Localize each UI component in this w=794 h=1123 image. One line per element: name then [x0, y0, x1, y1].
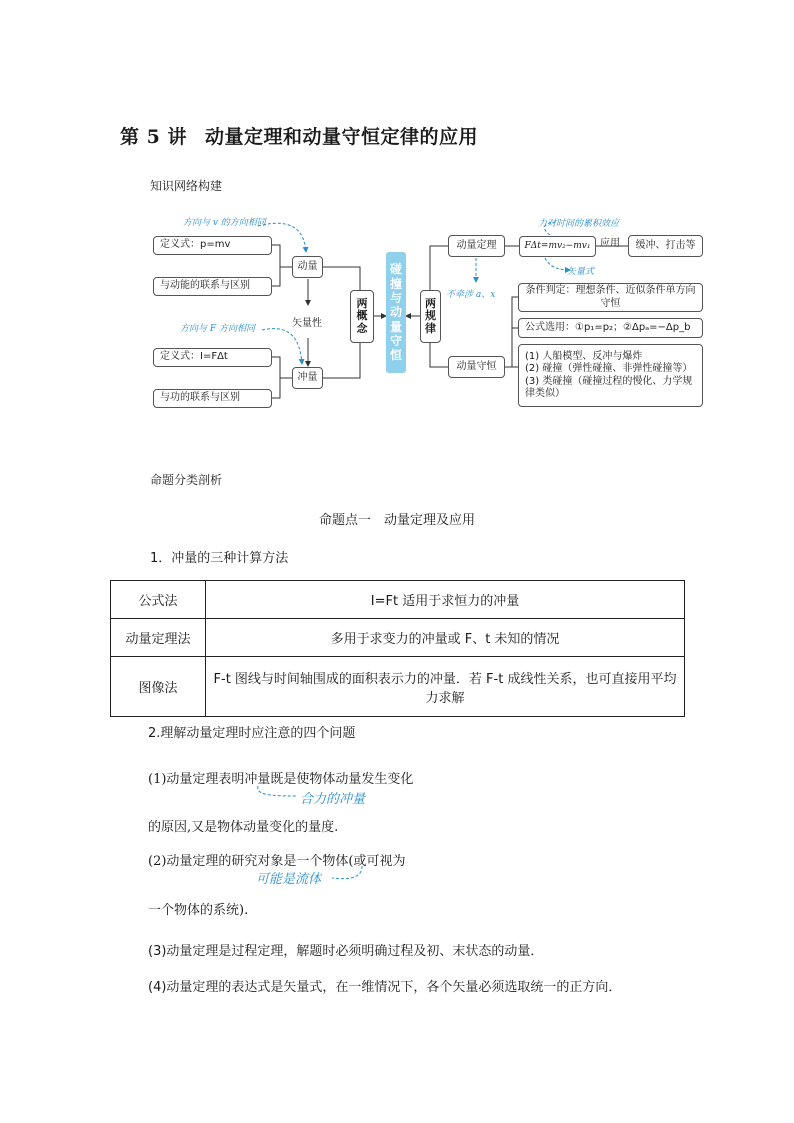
item-2-heading: 2.理解动量定理时应注意的四个问题 [148, 726, 356, 741]
paragraph-2-line-2: 一个物体的系统). [148, 903, 249, 918]
theorem-node: 动量定理 [448, 235, 505, 257]
note-independent: 不牵涉 a、x [446, 290, 496, 300]
note-vector-equation: 矢量式 [567, 267, 595, 277]
application-examples: 缓冲、打击等 [628, 235, 703, 257]
table-row [111, 657, 685, 717]
table-row [111, 619, 685, 657]
table-cell-desc: 多用于求变力的冲量或 F、t 未知的情况 [206, 619, 685, 657]
impulse-methods-table [110, 580, 685, 717]
point-title: 命题点一 动量定理及应用 [318, 513, 475, 528]
analysis-heading: 命题分类剖析 [150, 473, 223, 487]
condition-box: 条件判定：理想条件、近似条件单方向守恒 [518, 283, 703, 312]
paragraph-2-line-1: (2)动量定理的研究对象是一个物体(或可视为 [148, 854, 406, 869]
impulse-node: 冲量 [292, 367, 323, 389]
lecture-number: 第 5 讲 [120, 126, 187, 148]
paragraph-1-line-1: (1)动量定理表明冲量既是使物体动量发生变化 [148, 772, 414, 787]
case-item: (1) 人船模型、反冲与爆炸 [525, 350, 643, 362]
p1-note-arrow [240, 784, 300, 802]
table-cell-desc: I=Ft 适用于求恒力的冲量 [206, 581, 685, 619]
case-item: (2) 碰撞（弹性碰撞、非弹性碰撞等） [525, 363, 693, 374]
momentum-definition: 定义式：p=mv [153, 236, 272, 255]
table-cell-method: 图像法 [111, 657, 206, 717]
collision-conservation-bar: 碰 撞 与 动 量 守 恒 [386, 252, 406, 373]
table-cell-method: 动量定理法 [111, 619, 206, 657]
impulse-definition: 定义式：I=FΔt [153, 348, 272, 367]
p2-note: 可能是流体 [256, 872, 322, 887]
momentum-node: 动量 [292, 256, 323, 278]
apply-label: 应用 [600, 238, 620, 249]
formula-select-box: 公式选用：①p₁=p₂；②Δpₐ=−Δp_b [518, 318, 703, 338]
theorem-formula: FΔt=mv₂−mv₁ [519, 236, 596, 257]
paragraph-4: (4)动量定理的表达式是矢量式，在一维情况下，各个矢量必须选取统一的正方向． [148, 980, 622, 995]
case-item: (3) 类碰撞（碰撞过程的慢化、力学规律类似） [525, 375, 693, 399]
paragraph-3: (3)动量定理是过程定理，解题时必须明确过程及初、末状态的动量． [148, 944, 544, 959]
two-concepts-node: 两 概 念 [350, 290, 374, 343]
vector-property: 矢量性 [292, 318, 322, 329]
conservation-node: 动量守恒 [448, 356, 505, 378]
p2-note-arrow [326, 864, 366, 886]
network-heading: 知识网络构建 [150, 179, 223, 193]
lecture-title: 动量定理和动量守恒定律的应用 [204, 126, 478, 148]
table-cell-method: 公式法 [111, 581, 206, 619]
two-laws-node: 两 规 律 [420, 290, 441, 343]
item-1-heading: 1．冲量的三种计算方法 [150, 551, 289, 566]
note-momentum-direction: 方向与 v 的方向相同 [183, 218, 266, 228]
note-time-accumulation: 力对时间的累积效应 [538, 219, 620, 229]
paragraph-1-line-2: 的原因,又是物体动量变化的量度. [148, 820, 339, 835]
work-relation: 与功的联系与区别 [153, 389, 272, 408]
p1-note: 合力的冲量 [300, 792, 366, 807]
cases-box [518, 344, 703, 407]
table-row [111, 581, 685, 619]
table-cell-desc: F-t 图线与时间轴围成的面积表示力的冲量．若 F-t 成线性关系，也可直接用平均力求解 [206, 657, 685, 717]
note-impulse-direction: 方向与 F 方向相同 [180, 324, 255, 334]
energy-relation: 与动能的联系与区别 [153, 277, 272, 296]
